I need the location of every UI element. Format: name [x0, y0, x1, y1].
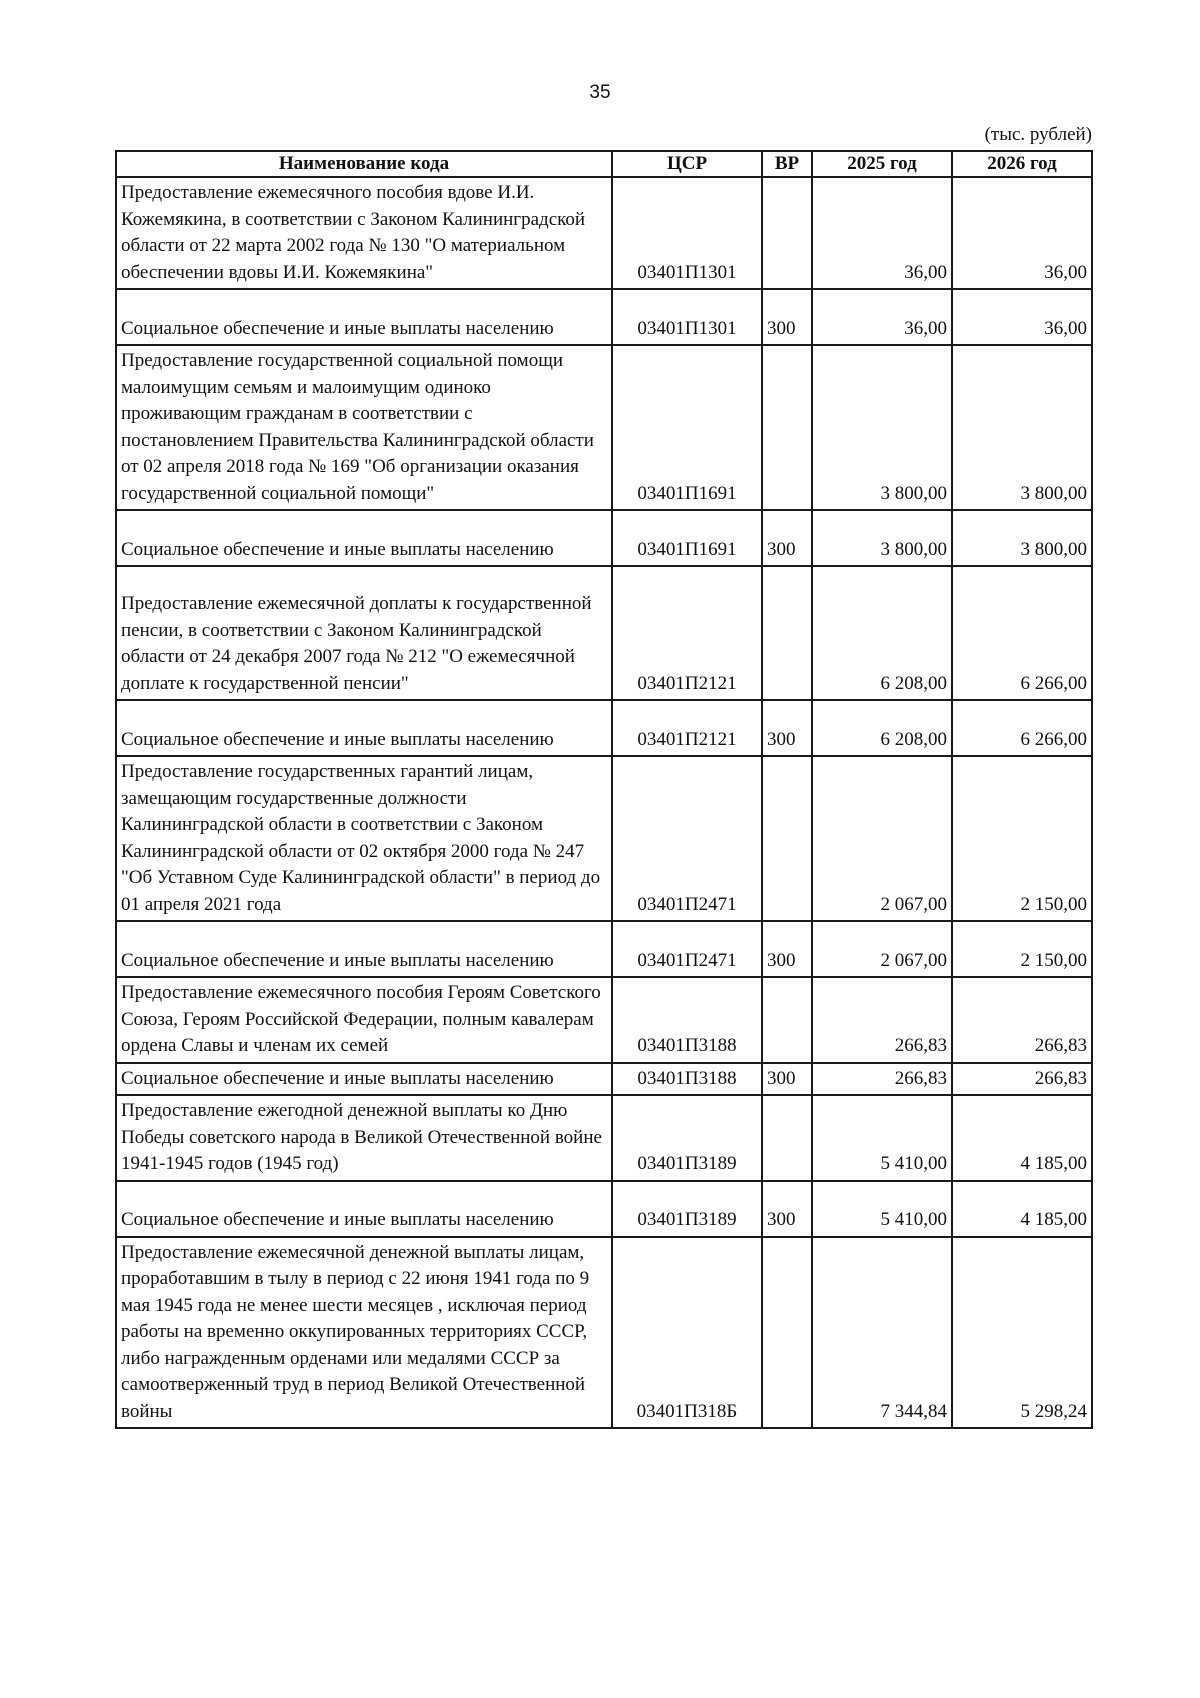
row-name: Социальное обеспечение и иные выплаты населению [116, 700, 612, 756]
row-name: Социальное обеспечение и иные выплаты населению [116, 289, 612, 345]
table-row [116, 1063, 1092, 1096]
row-csr: 03401П318Б [612, 1237, 762, 1429]
page-number: 35 [589, 82, 611, 103]
table-row [116, 700, 1092, 756]
header-2025: 2025 год [812, 151, 952, 177]
row-vr: 300 [762, 700, 812, 756]
table-row [116, 566, 1092, 700]
row-2025: 36,00 [812, 289, 952, 345]
row-vr: 300 [762, 1181, 812, 1237]
row-2025: 7 344,84 [812, 1237, 952, 1429]
budget-table [115, 150, 1093, 1429]
row-2026: 5 298,24 [952, 1237, 1092, 1429]
row-vr [762, 1237, 812, 1429]
row-name: Предоставление государственных гарантий лицам, замещающим государственные должности Калининградской области в соответствии с Законом Калининградской области от 02 октября 2000 года № 247 "Об Уставном Суде Калининградской области" в период до 01 апреля 2021 года [116, 756, 612, 921]
row-2026: 2 150,00 [952, 756, 1092, 921]
header-name: Наименование кода [116, 151, 612, 177]
row-vr: 300 [762, 510, 812, 566]
row-2026: 4 185,00 [952, 1095, 1092, 1181]
table-row [116, 756, 1092, 921]
table-row [116, 289, 1092, 345]
table-row [116, 177, 1092, 289]
table-row [116, 510, 1092, 566]
row-vr [762, 177, 812, 289]
row-csr: 03401П2471 [612, 921, 762, 977]
row-vr [762, 977, 812, 1063]
row-2026: 6 266,00 [952, 700, 1092, 756]
header-2026: 2026 год [952, 151, 1092, 177]
row-csr: 03401П1691 [612, 510, 762, 566]
row-vr [762, 345, 812, 510]
row-2026: 4 185,00 [952, 1181, 1092, 1237]
row-2026: 266,83 [952, 1063, 1092, 1096]
row-2025: 3 800,00 [812, 510, 952, 566]
row-2025: 266,83 [812, 1063, 952, 1096]
row-name: Предоставление ежемесячной доплаты к государственной пенсии, в соответствии с Законом Калининградской области от 24 декабря 2007 года № 212 "О ежемесячной доплате к государственной пенсии" [116, 566, 612, 700]
row-csr: 03401П3188 [612, 977, 762, 1063]
row-2025: 2 067,00 [812, 756, 952, 921]
row-csr: 03401П1301 [612, 289, 762, 345]
row-2025: 6 208,00 [812, 566, 952, 700]
row-name: Предоставление ежегодной денежной выплаты ко Дню Победы советского народа в Великой Отечественной войне 1941-1945 годов (1945 год) [116, 1095, 612, 1181]
row-vr [762, 756, 812, 921]
table-header-row [116, 151, 1092, 177]
row-vr [762, 1095, 812, 1181]
row-2026: 3 800,00 [952, 510, 1092, 566]
row-vr: 300 [762, 921, 812, 977]
row-name: Социальное обеспечение и иные выплаты населению [116, 921, 612, 977]
table-row [116, 1237, 1092, 1429]
row-name: Предоставление ежемесячного пособия вдове И.И. Кожемякина, в соответствии с Законом Калининградской области от 22 марта 2002 года № 130 "О материальном обеспечении вдовы И.И. Кожемякина" [116, 177, 612, 289]
row-2026: 3 800,00 [952, 345, 1092, 510]
row-vr: 300 [762, 289, 812, 345]
row-2026: 36,00 [952, 289, 1092, 345]
row-csr: 03401П1301 [612, 177, 762, 289]
table-row [116, 1095, 1092, 1181]
table-row [116, 921, 1092, 977]
row-vr: 300 [762, 1063, 812, 1096]
row-name: Социальное обеспечение и иные выплаты населению [116, 1063, 612, 1096]
row-csr: 03401П2121 [612, 700, 762, 756]
header-csr: ЦСР [612, 151, 762, 177]
row-csr: 03401П3189 [612, 1095, 762, 1181]
row-2025: 266,83 [812, 977, 952, 1063]
row-vr [762, 566, 812, 700]
row-2025: 2 067,00 [812, 921, 952, 977]
header-vr: ВР [762, 151, 812, 177]
table-row [116, 977, 1092, 1063]
row-name: Предоставление государственной социальной помощи малоимущим семьям и малоимущим одиноко проживающим гражданам в соответствии с постановлением Правительства Калининградской области от 02 апреля 2018 года № 169 "Об организации оказания государственной социальной помощи" [116, 345, 612, 510]
units-label: (тыс. рублей) [984, 124, 1092, 145]
row-csr: 03401П3188 [612, 1063, 762, 1096]
row-2026: 6 266,00 [952, 566, 1092, 700]
row-csr: 03401П1691 [612, 345, 762, 510]
row-name: Предоставление ежемесячной денежной выплаты лицам, проработавшим в тылу в период с 22 июня 1941 года по 9 мая 1945 года не менее шести месяцев , исключая период работы на временно оккупированных территориях СССР, либо награжденным орденами или медалями СССР за самоотверженный труд в период Великой Отечественной войны [116, 1237, 612, 1429]
row-name: Предоставление ежемесячного пособия Героям Советского Союза, Героям Российской Федерации, полным кавалерам ордена Славы и членам их семей [116, 977, 612, 1063]
row-csr: 03401П2121 [612, 566, 762, 700]
row-2025: 5 410,00 [812, 1181, 952, 1237]
row-2025: 6 208,00 [812, 700, 952, 756]
row-name: Социальное обеспечение и иные выплаты населению [116, 510, 612, 566]
row-2025: 3 800,00 [812, 345, 952, 510]
row-2025: 5 410,00 [812, 1095, 952, 1181]
row-csr: 03401П2471 [612, 756, 762, 921]
table-row [116, 1181, 1092, 1237]
row-2026: 36,00 [952, 177, 1092, 289]
row-2026: 266,83 [952, 977, 1092, 1063]
table-row [116, 345, 1092, 510]
row-2026: 2 150,00 [952, 921, 1092, 977]
row-2025: 36,00 [812, 177, 952, 289]
row-name: Социальное обеспечение и иные выплаты населению [116, 1181, 612, 1237]
row-csr: 03401П3189 [612, 1181, 762, 1237]
